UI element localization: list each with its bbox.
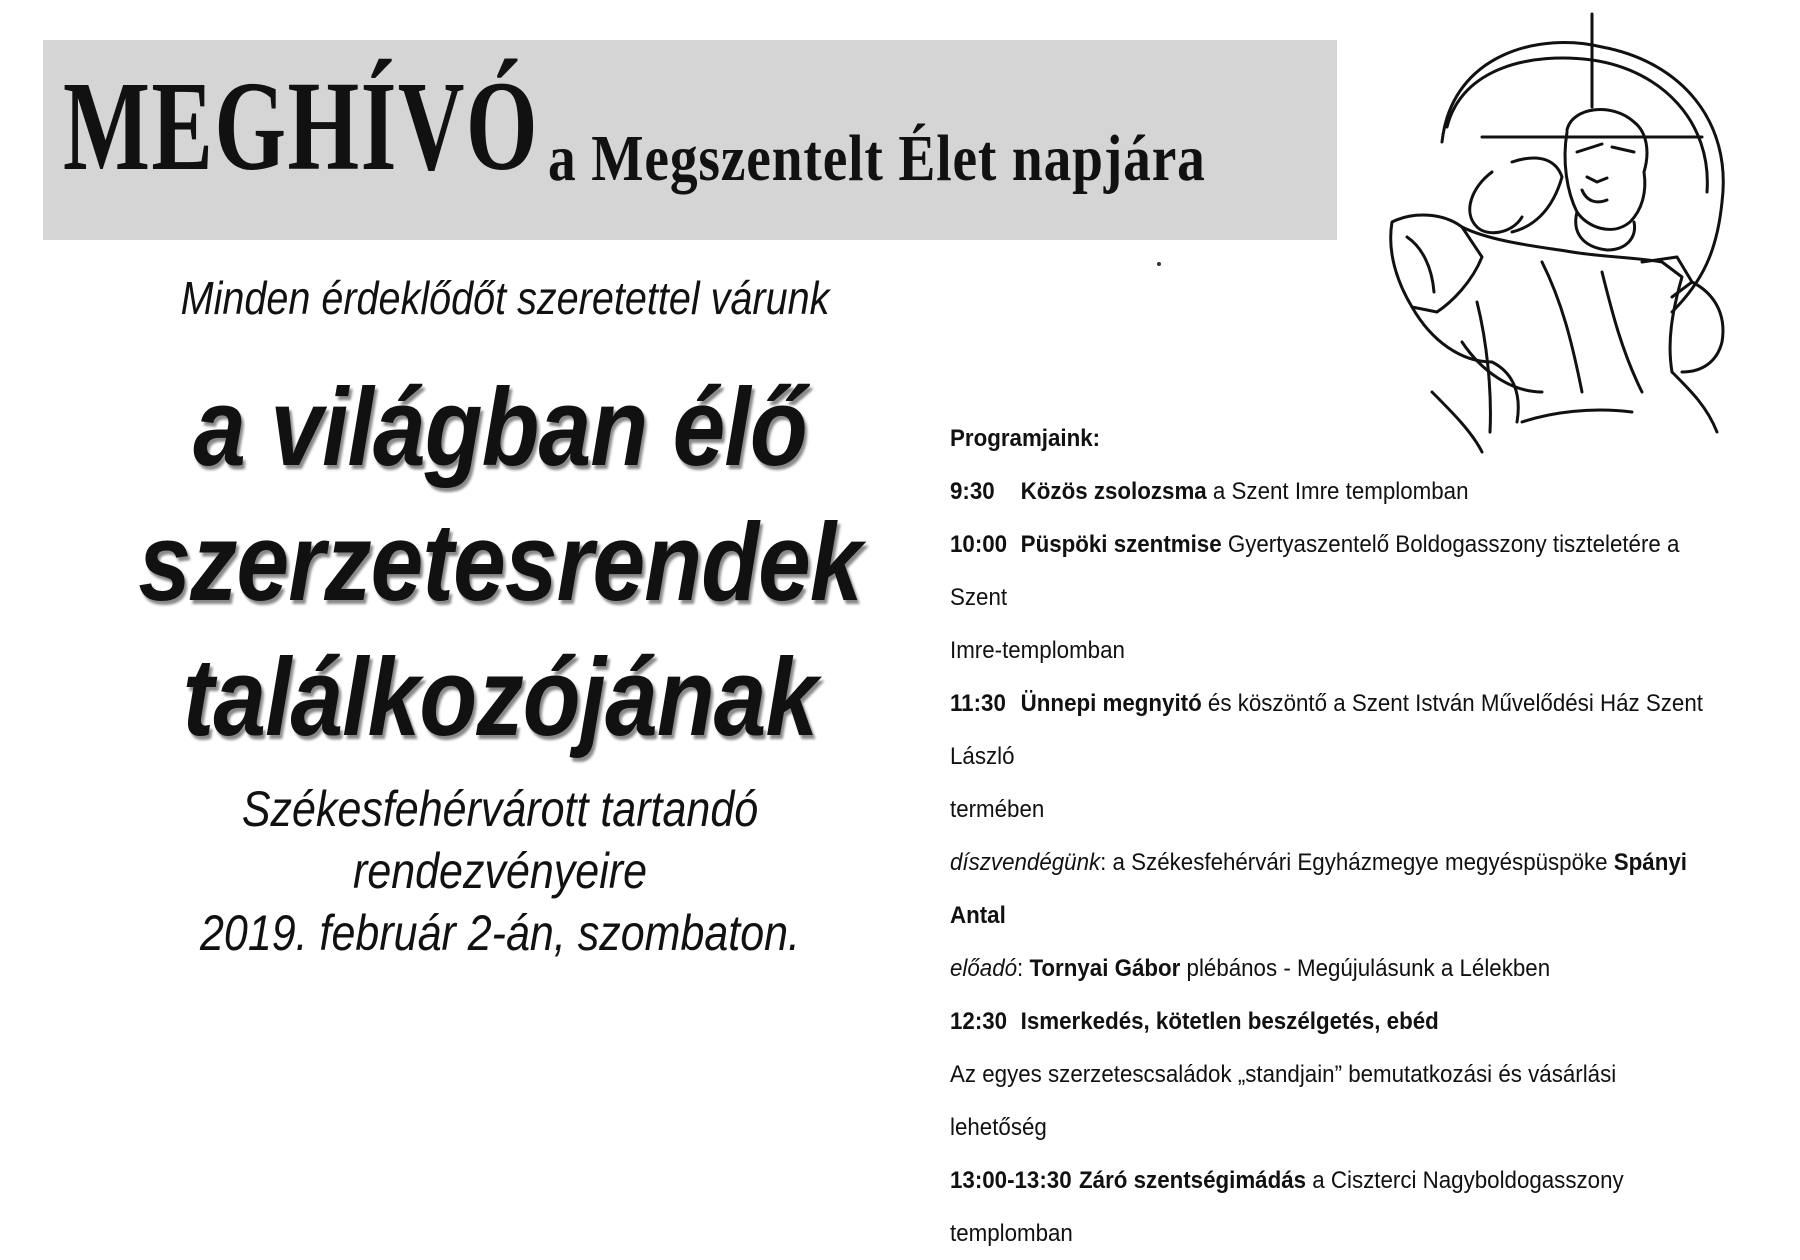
program-highlight: Püspöki szentmise xyxy=(1020,531,1222,558)
program-highlight: Záró szentségimádás xyxy=(1079,1167,1307,1194)
program-continuation: Imre-templomban xyxy=(950,637,1125,664)
program-text: és köszöntő a Szent István Művelődési Ház Szent László xyxy=(950,690,1703,770)
speaker-topic: plébános - Megújulásunk a Lélekben xyxy=(1180,955,1551,982)
headline-line: szerzetesrendek xyxy=(138,501,862,624)
program-heading: Programjaink: xyxy=(950,425,1101,452)
program-highlight: Közös zsolozsma xyxy=(1020,478,1207,505)
program-item xyxy=(950,995,1713,1048)
jesus-carrying-lamb-illustration xyxy=(1372,12,1762,462)
program-speaker xyxy=(950,942,1713,995)
page-title: MEGHÍVÓ xyxy=(63,55,540,197)
program-text: Gyertyaszentelő Boldogasszony tiszteletére a Szent xyxy=(950,531,1680,611)
program-item xyxy=(950,465,1713,518)
program-time: 13:00-13:30 xyxy=(950,1167,1072,1194)
program-highlight: Ismerkedés, kötetlen beszélgetés, ebéd xyxy=(1020,1008,1439,1035)
event-details xyxy=(156,778,844,964)
program-stands: Az egyes szerzetescsaládok „standjain” bemutatkozási és vásárlási lehetőség xyxy=(950,1061,1617,1141)
program-time: 9:30 xyxy=(950,478,995,505)
program-item xyxy=(950,677,1713,783)
guest-name: Spányi Antal xyxy=(950,849,1687,929)
speck xyxy=(1157,262,1161,266)
program-time: 10:00 xyxy=(950,531,1008,558)
speaker-separator: : xyxy=(1017,955,1030,982)
program-time: 12:30 xyxy=(950,1008,1008,1035)
program-time: 11:30 xyxy=(950,690,1006,717)
speaker-name: Tornyai Gábor xyxy=(1029,955,1181,982)
program-item xyxy=(950,1154,1713,1260)
welcome-text: Minden érdeklődőt szeretettel várunk xyxy=(180,272,830,324)
headline-line: a világban élő xyxy=(193,366,807,489)
program-text: a Ciszterci Nagyboldogasszony templomban xyxy=(950,1167,1624,1247)
program-continuation: termében xyxy=(950,796,1045,823)
program-highlight: Ünnepi megnyitó xyxy=(1020,690,1202,717)
page-subtitle: a Megszentelt Élet napjára xyxy=(548,122,1206,195)
speaker-role: előadó xyxy=(950,955,1018,982)
event-headline xyxy=(130,360,870,765)
program-item xyxy=(950,518,1713,624)
program-list xyxy=(950,412,1713,1260)
guest-text: : a Székesfehérvári Egyházmegye megyéspüspöke xyxy=(1100,849,1614,876)
program-text: a Szent Imre templomban xyxy=(1206,478,1469,505)
program-guest xyxy=(950,836,1713,942)
details-line: Székesfehérvárott tartandó xyxy=(241,781,759,837)
headline-line: találkozójának xyxy=(182,636,818,759)
details-line: rendezvényeire xyxy=(352,843,648,899)
details-line: 2019. február 2-án, szombaton. xyxy=(200,905,800,961)
guest-role: díszvendégünk xyxy=(950,849,1101,876)
